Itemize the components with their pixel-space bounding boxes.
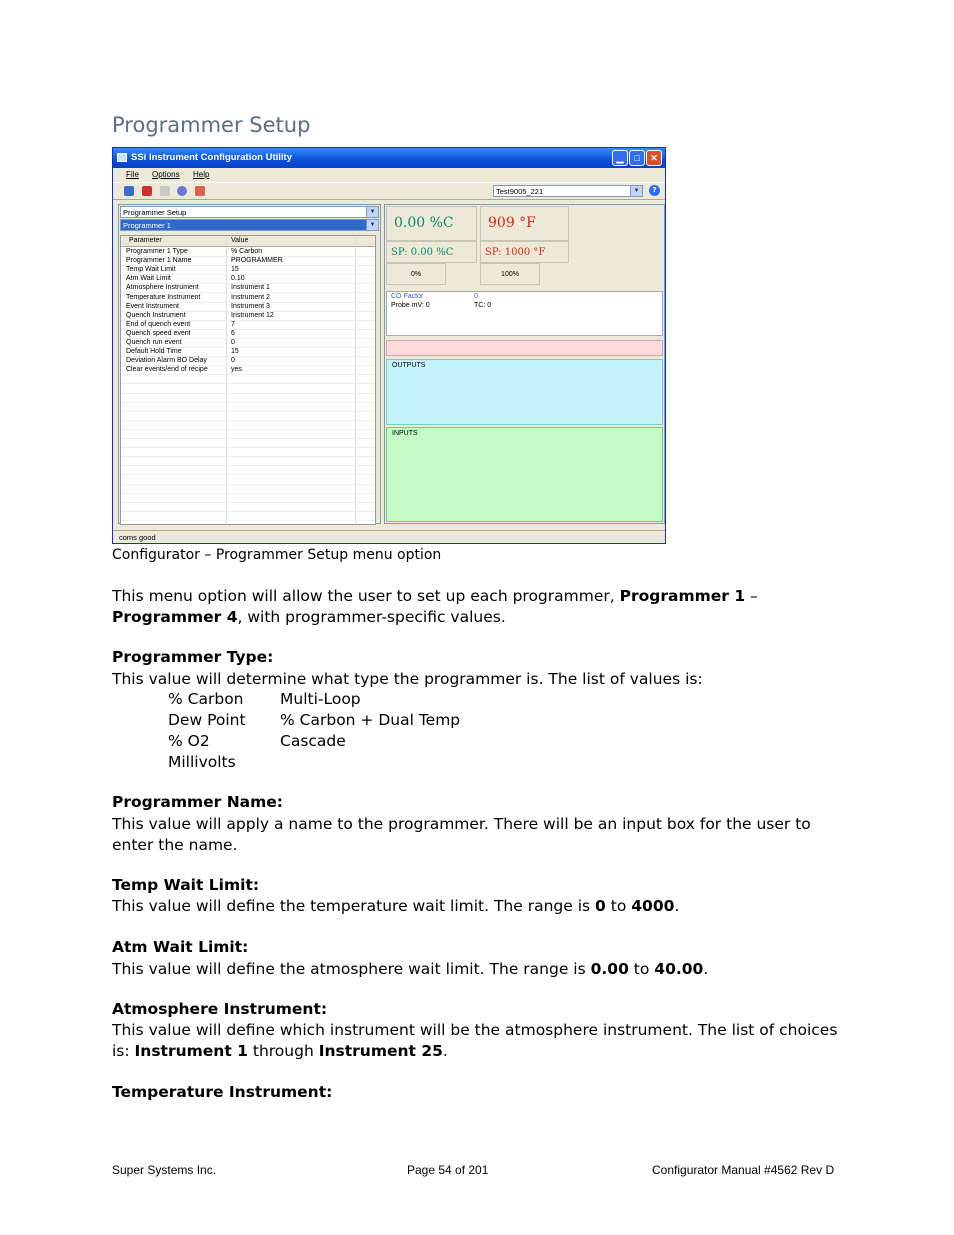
value-cell[interactable]: Instrument 2 xyxy=(231,293,270,301)
output-left: 0% xyxy=(386,263,446,285)
help-icon[interactable]: ? xyxy=(649,185,660,196)
menu-select[interactable]: Programmer Setup ▼ xyxy=(120,206,379,218)
value-cell[interactable]: Instrument 12 xyxy=(231,311,274,319)
menu-options[interactable]: Options xyxy=(152,170,180,179)
value-cell[interactable]: 0.10 xyxy=(231,275,245,283)
atm-instrument-text: This value will define which instrument will be the atmosphere instrument. The list of choices is: Instrument 1 through Instrument 25. xyxy=(112,1021,838,1060)
sp-carbon: SP: 0.00 %C xyxy=(386,241,477,263)
parameter-cell: Temperature Instrument xyxy=(126,293,201,301)
value-cell[interactable]: Instrument 1 xyxy=(231,284,270,292)
temp-wait-heading: Temp Wait Limit: xyxy=(112,876,260,894)
menu-file[interactable]: File xyxy=(126,170,139,179)
pv-temp: 909 °F xyxy=(480,206,569,241)
co-factor-value: 0 xyxy=(474,293,478,300)
parameter-cell: Deviation Alarm BO Delay xyxy=(126,357,207,365)
parameter-cell: Temp Wait Limit xyxy=(126,266,176,274)
atm-instrument-heading: Atmosphere Instrument: xyxy=(112,1000,328,1018)
value-cell[interactable]: 0 xyxy=(231,339,235,346)
intro-paragraph: This menu option will allow the user to set up each programmer, Programmer 1 – Programmer 4, with programmer-specific values. xyxy=(112,587,758,626)
alarm-bar xyxy=(386,340,663,356)
app-icon xyxy=(117,153,127,162)
parameter-cell: End of quench event xyxy=(126,320,191,328)
globe-icon[interactable] xyxy=(160,186,170,196)
footer-manual: Configurator Manual #4562 Rev D xyxy=(652,1163,835,1177)
outputs-box xyxy=(386,359,663,425)
parameter-cell: Clear events/end of recipe xyxy=(126,366,208,374)
chevron-down-icon: ▼ xyxy=(366,207,378,217)
parameter-cell: Programmer 1 Name xyxy=(126,257,192,265)
right-panel xyxy=(384,204,665,524)
gear-icon[interactable] xyxy=(177,186,187,196)
value-cell[interactable]: % Carbon xyxy=(231,248,263,255)
sp-temp: SP: 1000 °F xyxy=(480,241,569,263)
value-cell[interactable]: 15 xyxy=(231,348,239,356)
footer-company: Super Systems Inc. xyxy=(112,1163,217,1177)
left-panel xyxy=(118,204,381,524)
grid-header xyxy=(121,236,375,247)
parameter-cell: Programmer 1 Type xyxy=(126,248,188,255)
edit-icon[interactable] xyxy=(195,186,205,196)
maximize-icon[interactable]: □ xyxy=(629,150,645,166)
temp-instrument-heading: Temperature Instrument: xyxy=(112,1083,333,1101)
value-cell[interactable]: PROGRAMMER xyxy=(231,257,283,265)
parameter-cell: Atmosphere Instrument xyxy=(126,284,199,292)
type-list-col1: % Carbon Dew Point % O2 Millivolts xyxy=(168,690,246,771)
toolbar xyxy=(113,182,665,200)
probe-info-box xyxy=(386,291,663,336)
window-title: SSi Instrument Configuration Utility xyxy=(131,152,292,163)
parameter-cell: Quench Instrument xyxy=(126,311,186,319)
value-cell[interactable]: 6 xyxy=(231,329,235,337)
table-row[interactable] xyxy=(121,511,375,521)
minimize-icon[interactable]: ▁ xyxy=(612,150,628,166)
co-factor-label: CO Factor xyxy=(391,293,424,300)
col-value: Value xyxy=(231,237,249,244)
value-cell[interactable]: Instrument 3 xyxy=(231,302,270,310)
programmer-name-heading: Programmer Name: xyxy=(112,793,283,811)
pv-carbon: 0.00 %C xyxy=(386,206,477,241)
programmer-type-text: This value will determine what type the programmer is. The list of values is: xyxy=(112,670,703,688)
status-bar: coms good xyxy=(113,530,665,543)
footer-page: Page 54 of 201 xyxy=(407,1163,489,1177)
parameter-cell: Quench speed event xyxy=(126,329,191,337)
inputs-label: INPUTS xyxy=(392,430,418,437)
disconnect-icon[interactable] xyxy=(142,186,152,196)
programmer-type-heading: Programmer Type: xyxy=(112,648,274,666)
figure-caption: Configurator – Programmer Setup menu option xyxy=(112,547,442,563)
section-title: Programmer Setup xyxy=(112,113,311,137)
tc-value: TC: 0 xyxy=(474,302,492,309)
atm-wait-heading: Atm Wait Limit: xyxy=(112,938,249,956)
value-cell[interactable]: 7 xyxy=(231,320,235,328)
chevron-down-icon: ▼ xyxy=(366,220,378,230)
temp-wait-text: This value will define the temperature wait limit. The range is 0 to 4000. xyxy=(112,897,680,915)
value-cell[interactable]: 0 xyxy=(231,357,235,365)
output-right: 100% xyxy=(480,263,540,285)
parameter-cell: Default Hold Time xyxy=(126,348,182,356)
inputs-box xyxy=(386,427,663,522)
programmer-name-text: This value will apply a name to the programmer. There will be an input box for the user to enter the name. xyxy=(112,815,811,854)
close-icon[interactable]: ✕ xyxy=(646,150,662,166)
probe-mv: Probe mV: 0 xyxy=(391,302,430,309)
parameter-grid xyxy=(120,235,376,525)
value-cell[interactable]: yes xyxy=(231,366,242,374)
instrument-select[interactable]: Test9005_221 ▼ xyxy=(493,185,643,197)
atm-wait-text: This value will define the atmosphere wait limit. The range is 0.00 to 40.00. xyxy=(112,960,709,978)
outputs-label: OUTPUTS xyxy=(392,362,426,369)
parameter-cell: Event Instrument xyxy=(126,302,179,310)
app-window-screenshot xyxy=(112,147,666,544)
value-cell[interactable]: 15 xyxy=(231,266,239,274)
parameter-cell: Atm Wait Limit xyxy=(126,275,171,283)
connect-icon[interactable] xyxy=(124,186,134,196)
menu-bar xyxy=(113,168,665,182)
col-parameter: Parameter xyxy=(129,237,162,244)
parameter-cell: Quench run event xyxy=(126,339,182,346)
menu-help[interactable]: Help xyxy=(193,170,210,179)
chevron-down-icon: ▼ xyxy=(630,186,642,196)
programmer-select[interactable]: Programmer 1 ▼ xyxy=(120,219,379,231)
window-titlebar xyxy=(113,148,665,168)
type-list-col2: Multi-Loop % Carbon + Dual Temp Cascade xyxy=(280,690,461,750)
